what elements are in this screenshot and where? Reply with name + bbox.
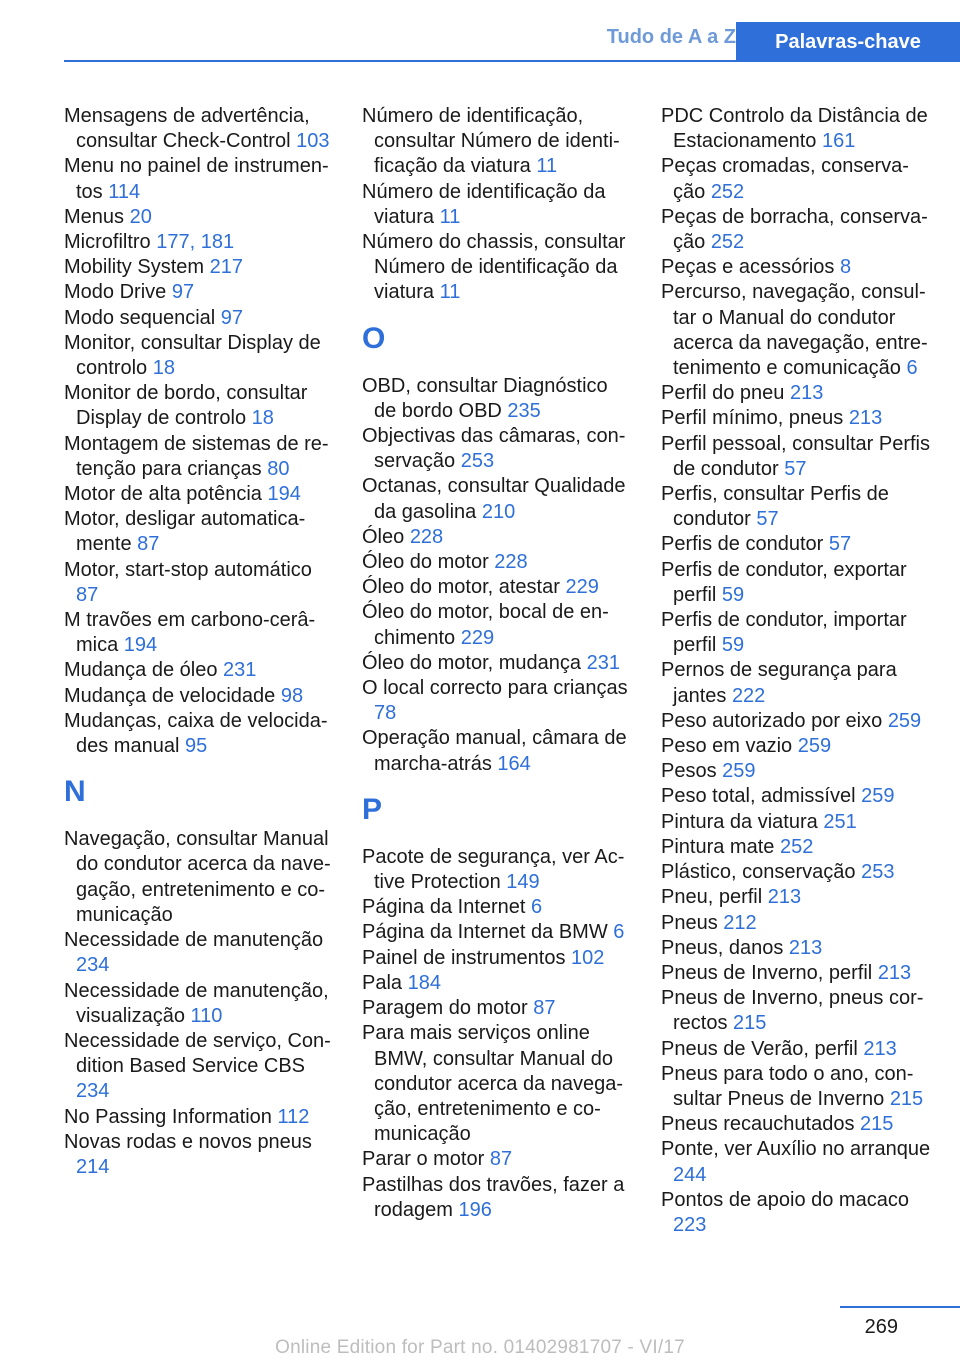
index-entry-term: Motor, desligar automaticamente — [64, 508, 306, 556]
index-entry — [362, 676, 634, 726]
page-reference-link[interactable]: 213 — [877, 961, 912, 984]
index-entry — [362, 1021, 634, 1147]
index-entry — [362, 104, 634, 180]
page-reference-link[interactable]: 223 — [673, 1213, 707, 1236]
page-reference-link[interactable]: 235 — [507, 399, 541, 422]
index-entry — [661, 936, 933, 961]
index-entry — [661, 1112, 933, 1137]
index-entry-term: Monitor, consultar Display de controlo — [64, 331, 321, 380]
index-column-3 — [661, 104, 933, 1238]
page-reference-link[interactable]: 213 — [863, 1037, 897, 1060]
page-reference-link[interactable]: 259 — [797, 735, 832, 758]
letter-heading: N — [64, 775, 86, 809]
index-entry — [362, 726, 634, 776]
page-reference-link[interactable]: 213 — [767, 886, 802, 909]
index-entry-term: Navegação, consultar Manual do condutor acerca da navegação, entretenimento e comunicação — [64, 828, 331, 926]
page-reference-link[interactable]: 59 — [721, 634, 745, 657]
index-entry-term: M travões em carbono-cerâmica — [64, 609, 316, 657]
index-entry-term: Perfis, consultar Perfis de condutor — [661, 483, 889, 531]
index-entry — [362, 600, 634, 650]
index-entry-term: Ponte, ver Auxílio no arranque — [661, 1138, 931, 1161]
index-entry — [64, 979, 336, 1029]
index-entry — [64, 1029, 336, 1105]
page-reference-link[interactable]: 215 — [733, 1012, 767, 1035]
index-entry — [64, 205, 336, 230]
index-entry-term: Menus — [64, 205, 125, 228]
index-entry-term: Necessidade de manutenção — [64, 929, 324, 952]
page-reference-link[interactable]: 103 — [296, 130, 330, 153]
index-entry — [661, 784, 933, 809]
index-entry-term: Página da Internet — [362, 896, 526, 919]
index-entry — [64, 709, 336, 759]
page-reference-link[interactable]: 149 — [506, 871, 540, 894]
index-entry-term: Pneus para todo o ano, consultar Pneus de Inverno — [661, 1062, 914, 1110]
page-reference-link[interactable]: 87 — [489, 1148, 513, 1171]
page-reference-link[interactable]: 11 — [536, 155, 558, 178]
index-entry — [362, 996, 634, 1021]
index-entry — [661, 1037, 933, 1062]
index-entry-term: Mudanças, caixa de velocidades manual — [64, 709, 328, 758]
index-entry — [64, 104, 336, 154]
page-reference-link[interactable]: 222 — [731, 684, 766, 707]
index-entry-term: Necessidade de serviço, Condition Based Service CBS — [64, 1029, 331, 1078]
index-entry — [362, 230, 634, 306]
page-reference-link[interactable]: 20 — [129, 205, 152, 228]
index-entry-term: Número de identificação da viatura — [362, 180, 606, 228]
index-entry — [362, 971, 634, 996]
page-reference-link[interactable]: 6 — [613, 921, 625, 944]
index-entry-term: Necessidade de manutenção, visualização — [64, 979, 329, 1027]
index-entry — [362, 1147, 634, 1172]
index-entry-term: Plástico, conservação — [661, 861, 856, 884]
index-entry — [362, 180, 634, 230]
page-reference-link[interactable]: 114 — [108, 180, 141, 203]
index-entry-term: Painel de instrumentos — [362, 946, 566, 969]
index-entry — [661, 406, 933, 431]
page-reference-link[interactable]: 112 — [277, 1105, 310, 1128]
page-reference-link[interactable]: 184 — [407, 971, 441, 994]
page-reference-link[interactable]: 8 — [839, 256, 852, 279]
index-entry — [661, 734, 933, 759]
index-entry-term: Peças e acessórios — [661, 256, 835, 279]
index-entry — [362, 525, 634, 550]
index-entry — [362, 895, 634, 920]
index-entry — [362, 845, 634, 895]
index-entry — [64, 658, 336, 683]
index-entry-term: Óleo — [362, 525, 405, 548]
index-entry — [64, 482, 336, 507]
index-entry — [362, 651, 634, 676]
index-entry-term: Novas rodas e novos pneus — [64, 1130, 312, 1153]
index-entry-term: Modo sequencial — [64, 306, 216, 329]
index-column-1 — [64, 104, 336, 1180]
index-entry — [661, 860, 933, 885]
index-entry — [661, 381, 933, 406]
index-entry — [661, 104, 933, 154]
index-entry-term: Parar o motor — [362, 1148, 485, 1171]
page-reference-link[interactable]: 215 — [889, 1087, 924, 1110]
index-entry-term: Peso total, admissível — [661, 785, 856, 808]
page-reference-link[interactable]: 259 — [861, 785, 895, 808]
page-reference-link[interactable]: 228 — [409, 525, 444, 548]
index-entry — [64, 1130, 336, 1180]
index-entry-term: Pneus de Verão, perfil — [661, 1037, 858, 1060]
page-reference-link[interactable]: 161 — [821, 130, 856, 153]
letter-heading: P — [362, 792, 383, 826]
index-entry-term: Mudança de velocidade — [64, 684, 276, 707]
index-entry-term: Pneus de Inverno, perfil — [661, 961, 873, 984]
index-entry-term: Pesos — [661, 760, 717, 783]
index-entry — [362, 575, 634, 600]
index-entry — [661, 205, 933, 255]
index-entry-term: Mobility System — [64, 256, 205, 279]
index-entry-term: Percurso, navegação, consultar o Manual do condutor acerca da navegação, entretenimento e comunicação — [661, 281, 928, 380]
footer-rule — [840, 1306, 960, 1308]
index-entry-term: Óleo do motor — [362, 551, 489, 574]
index-entry-term: Monitor de bordo, consultar Display de controlo — [64, 382, 308, 430]
index-entry-term: Microfiltro — [64, 231, 151, 254]
index-entry — [661, 558, 933, 608]
index-entry — [661, 255, 933, 280]
index-entry-term: Perfil do pneu — [661, 382, 785, 405]
index-entry — [661, 432, 933, 482]
index-entry-term: Menu no painel de instrumentos — [64, 155, 329, 203]
page-reference-link[interactable]: 11 — [439, 205, 461, 228]
page-reference-link[interactable]: 87 — [533, 997, 556, 1020]
page-reference-link[interactable]: 251 — [823, 810, 857, 833]
index-entry-term: Perfil pessoal, consultar Perfis de condutor — [661, 432, 931, 480]
index-entry — [661, 608, 933, 658]
index-entry — [661, 482, 933, 532]
index-entry-term: Octanas, consultar Qualidade da gasolina — [362, 475, 626, 523]
index-entry — [661, 961, 933, 986]
index-entry — [661, 835, 933, 860]
page-reference-link[interactable]: 234 — [76, 1080, 110, 1103]
page-reference-link[interactable]: 229 — [565, 576, 599, 599]
index-entry-term: Pontos de apoio do macaco — [661, 1188, 909, 1211]
index-entry — [362, 374, 634, 424]
page-reference-link[interactable]: 87 — [137, 533, 160, 556]
index-entry-term: Perfis de condutor, importar perfil — [661, 609, 907, 657]
page-reference-link[interactable]: 97 — [171, 281, 195, 304]
page-reference-link[interactable]: 194 — [267, 483, 301, 506]
page-reference-link[interactable]: 78 — [374, 702, 397, 725]
index-entry-term: Mensagens de advertência, consultar Check-Control — [64, 105, 310, 153]
index-entry-term: Número de identificação, consultar Número de identificação da viatura — [362, 105, 620, 178]
index-entry-term: Óleo do motor, mudança — [362, 651, 582, 674]
page-reference-link[interactable]: 252 — [779, 835, 814, 858]
page-reference-link[interactable]: 213 — [848, 407, 883, 430]
page-reference-link[interactable]: 252 — [710, 231, 745, 254]
index-entry — [661, 885, 933, 910]
page-reference-link[interactable]: 196 — [458, 1198, 492, 1221]
index-entry — [64, 255, 336, 280]
index-entry — [64, 306, 336, 331]
index-entry-term: Peças de borracha, conservação — [661, 205, 928, 254]
index-entry-term: O local correcto para crianças — [362, 677, 628, 700]
index-entry-term: Motor de alta potência — [64, 483, 262, 506]
index-entry — [661, 986, 933, 1036]
index-entry — [661, 280, 933, 381]
page-reference-link[interactable]: 259 — [722, 760, 756, 783]
page-reference-link[interactable]: 217 — [209, 256, 243, 279]
index-entry-term: Pneu, perfil — [661, 886, 763, 909]
page-reference-link[interactable]: 6 — [531, 896, 543, 919]
index-entry — [362, 424, 634, 474]
index-entry-term: Óleo do motor, atestar — [362, 576, 560, 599]
page-reference-link[interactable]: 97 — [220, 306, 244, 329]
index-entry-term: Peso em vazio — [661, 735, 793, 758]
page-reference-link[interactable]: 214 — [76, 1155, 110, 1178]
index-entry — [661, 810, 933, 835]
index-entry — [64, 928, 336, 978]
index-entry — [64, 432, 336, 482]
index-entry-term: Motor, start-stop automático — [64, 558, 312, 581]
index-entry — [64, 558, 336, 608]
index-entry — [661, 911, 933, 936]
index-entry-term: Pernos de segurança para jantes — [661, 659, 897, 707]
index-entry-term: Montagem de sistemas de retenção para crianças — [64, 432, 329, 480]
index-entry — [362, 550, 634, 575]
index-entry-term: Perfil mínimo, pneus — [661, 407, 844, 430]
index-entry — [661, 154, 933, 204]
index-entry-term: PDC Controlo da Distância de Estacionamento — [661, 105, 928, 153]
page-reference-link[interactable]: 213 — [789, 382, 824, 405]
index-entry — [362, 474, 634, 524]
index-entry — [661, 1062, 933, 1112]
index-entry — [64, 331, 336, 381]
index-entry-term: Peças cromadas, conservação — [661, 155, 909, 203]
index-entry-term: Para mais serviços online BMW, consultar Manual do condutor acerca da navegação, entretenimento e comunicação — [362, 1022, 624, 1146]
index-entry-term: Perfis de condutor, exportar perfil — [661, 558, 907, 606]
index-entry-term: Objectivas das câmaras, conservação — [362, 425, 626, 473]
index-entry-term: Pastilhas dos travões, fazer a rodagem — [362, 1173, 625, 1221]
index-entry — [64, 608, 336, 658]
index-entry-term: Pintura da viatura — [661, 810, 818, 833]
page-reference-link[interactable]: 213 — [788, 936, 823, 959]
index-entry — [661, 532, 933, 557]
index-entry-term: Pneus — [661, 911, 718, 934]
page-reference-link[interactable]: 57 — [756, 508, 779, 531]
page-reference-link[interactable]: 102 — [571, 946, 605, 969]
index-entry — [661, 709, 933, 734]
page-reference-link[interactable]: 95 — [184, 735, 208, 758]
index-entry-term: Peso autorizado por eixo — [661, 709, 883, 732]
index-entry — [64, 684, 336, 709]
index-column-2 — [362, 104, 634, 1223]
index-entry — [64, 507, 336, 557]
page-reference-link[interactable]: 229 — [460, 626, 495, 649]
page-reference-link[interactable]: 215 — [860, 1113, 894, 1136]
page-reference-link[interactable]: 231 — [586, 651, 620, 674]
index-entry — [64, 1105, 336, 1130]
header-section-title: Tudo de A a Z — [606, 26, 736, 48]
index-entry — [64, 381, 336, 431]
index-entry-term: Pneus, danos — [661, 936, 784, 959]
page-reference-link[interactable]: 228 — [494, 551, 528, 574]
page-reference-link[interactable]: 194 — [123, 634, 158, 657]
page-reference-link[interactable]: 57 — [784, 457, 807, 480]
index-entry-term: Pala — [362, 971, 403, 994]
index-entry-term: Modo Drive — [64, 281, 167, 304]
index-entry-term: Paragem do motor — [362, 997, 528, 1020]
page-reference-link[interactable]: 98 — [280, 684, 304, 707]
page-reference-link[interactable]: 11 — [439, 281, 461, 304]
page-reference-link[interactable]: 87 — [76, 583, 99, 606]
index-entry-term: Pneus recauchutados — [661, 1113, 855, 1136]
index-entry-term: Perfis de condutor — [661, 533, 824, 556]
index-entry — [362, 1173, 634, 1223]
page-reference-link[interactable]: 231 — [223, 659, 257, 682]
page-reference-link[interactable]: 212 — [723, 911, 757, 934]
page-reference-link[interactable]: 259 — [887, 709, 922, 732]
index-entry — [64, 154, 336, 204]
index-entry — [661, 759, 933, 784]
page-reference-link[interactable]: 210 — [481, 500, 516, 523]
index-entry-term: Número do chassis, consultar Número de identificação da viatura — [362, 231, 626, 304]
index-entry-term: Pacote de segurança, ver Active Protection — [362, 845, 625, 894]
index-entry — [661, 1188, 933, 1238]
page-reference-link[interactable]: 253 — [460, 450, 495, 473]
index-entry-term: Página da Internet da BMW — [362, 921, 608, 944]
page-reference-link[interactable]: 57 — [828, 533, 852, 556]
page-reference-link[interactable]: 18 — [152, 357, 175, 380]
footer-edition-note: Online Edition for Part no. 01402981707 - VI/17 — [275, 1337, 685, 1358]
index-entry — [661, 658, 933, 708]
index-entry — [362, 946, 634, 971]
page-reference-link[interactable]: 6 — [906, 357, 918, 380]
index-entry-term: Mudança de óleo — [64, 659, 218, 682]
index-entry — [64, 280, 336, 305]
index-entry-term: Pneus de Inverno, pneus correctos — [661, 987, 924, 1035]
page-reference-link[interactable]: 59 — [721, 583, 745, 606]
page-reference-link[interactable]: 18 — [251, 407, 274, 430]
page-reference-link[interactable]: 244 — [673, 1163, 707, 1186]
index-entry-term: Operação manual, câmara de marcha-atrás — [362, 727, 627, 775]
page-reference-link[interactable]: 234 — [76, 954, 110, 977]
page-reference-link[interactable]: 253 — [861, 861, 895, 884]
index-entry — [64, 827, 336, 928]
index-entry-term: No Passing Information — [64, 1105, 272, 1128]
page-number: 269 — [864, 1316, 898, 1338]
index-entry-term: Óleo do motor, bocal de enchimento — [362, 601, 609, 649]
page-reference-link[interactable]: 164 — [497, 752, 531, 775]
page-reference-link[interactable]: 80 — [267, 457, 290, 480]
page-reference-link[interactable]: 110 — [190, 1004, 223, 1027]
index-entry — [64, 230, 336, 255]
header-tab-keywords: Palavras-chave — [736, 22, 960, 62]
index-entry — [362, 920, 634, 945]
letter-heading: O — [362, 321, 386, 355]
index-entry — [661, 1137, 933, 1187]
index-entry-term: Pintura mate — [661, 835, 775, 858]
index-entry-term: OBD, consultar Diagnóstico de bordo OBD — [362, 374, 608, 422]
page-reference-link[interactable]: 252 — [710, 180, 745, 203]
page-reference-link[interactable]: 177, 181 — [156, 231, 235, 254]
